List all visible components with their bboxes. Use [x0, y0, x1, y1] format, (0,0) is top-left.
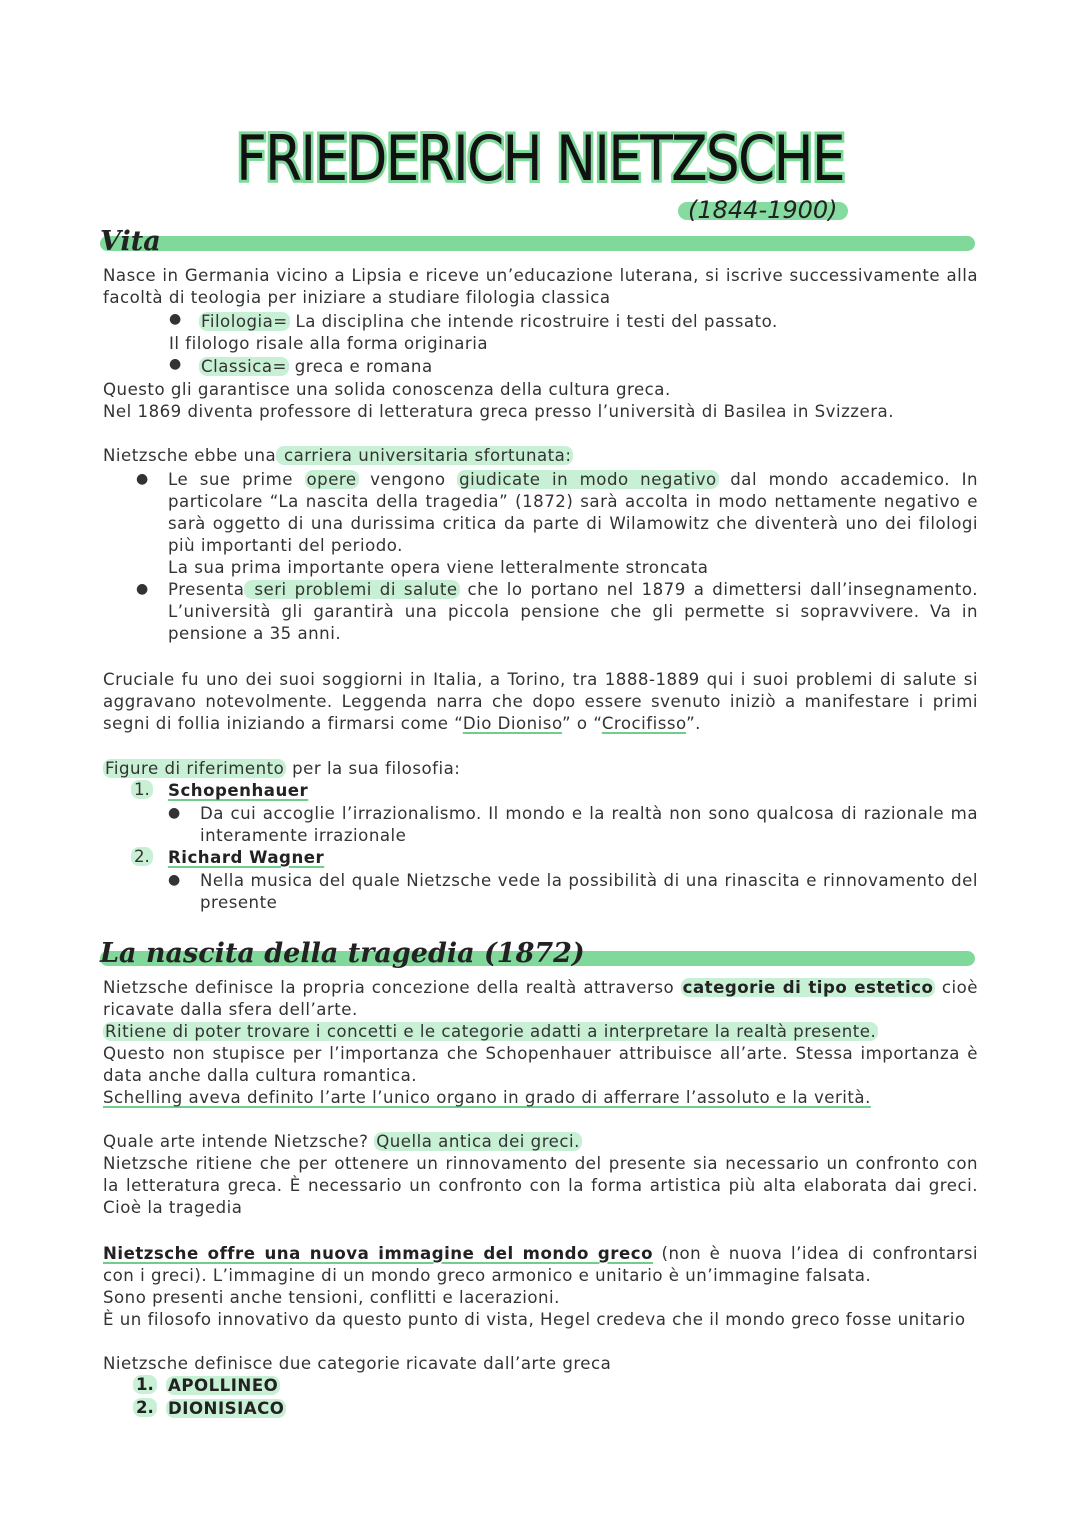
basilea-line: Nel 1869 diventa professore di letteratura greca presso l’università di Basilea in Svizzera.: [103, 402, 894, 421]
text-span: ” o “: [562, 714, 602, 733]
bullet-icon: ●: [136, 471, 149, 487]
schopenhauer-label: Schopenhauer: [168, 781, 309, 800]
list-item: [103, 1398, 978, 1421]
number-label: 2.: [131, 847, 153, 866]
schopenhauer-desc: Da cui accoglie l’irrazionalismo. Il mondo e la realtà non sono qualcosa di razionale ma interamente irrazionale: [200, 804, 978, 845]
title-text: FRIEDERICH NIETZSCHE: [236, 122, 844, 195]
text-span: (non è nuova l’idea di confrontarsi con i greci). L’immagine di un mondo greco armonico e unitario è un’immagine falsata.: [103, 1244, 978, 1285]
classica-line: [199, 356, 433, 378]
list-item: [103, 847, 978, 870]
text-span: ”.: [686, 714, 701, 733]
nuova-immagine: [103, 1243, 978, 1331]
list-item: [103, 311, 978, 333]
greci-highlight: Quella antica dei greci.: [376, 1132, 580, 1151]
p2: [103, 1021, 978, 1043]
number-label: 1.: [131, 780, 153, 799]
text-span: 1.: [133, 1375, 157, 1394]
number-label: [133, 1375, 157, 1394]
cat-intro: Nietzsche definisce due categorie ricavate dall’arte greca: [103, 1354, 612, 1373]
dionisiaco-label: DIONISIACO: [168, 1399, 285, 1418]
giudicate-highlight: giudicate in modo negativo: [459, 470, 717, 489]
torino-paragraph: [103, 669, 978, 735]
bullet-content: [168, 579, 978, 645]
q-line: [103, 1131, 978, 1153]
page-title: [76, 122, 1005, 195]
text-span: Cruciale fu uno dei suoi soggiorni in Italia, a Torino, tra 1888-1889 qui i suoi problemi di salute si aggravano notevolmente. Leggenda narra che dopo essere svenuto iniziò a manifestare i primi segni di follia iniziando a firmarsi come “: [103, 670, 978, 733]
nuova-immagine-bold: Nietzsche offre una nuova immagine del mondo greco: [103, 1244, 653, 1263]
salute-highlight: seri problemi di salute: [246, 580, 458, 599]
text-span: dal mondo accademico. In particolare “La nascita della tragedia” (1872) sarà accolta in modo nettamente negativo e sarà oggetto di una durissima critica da parte di Wilamowitz che diventerà uno dei filologi più importanti del periodo.: [168, 470, 979, 555]
opere-highlight: opere: [306, 470, 357, 489]
carriera-pre: Nietzsche ebbe una: [103, 446, 277, 465]
text-span: per la sua filosofia:: [286, 759, 461, 778]
dio-dioniso: Dio Dioniso: [462, 714, 563, 733]
cultura-line: Questo gli garantisce una solida conoscenza della cultura greca.: [103, 380, 671, 399]
section-header-vita: [100, 226, 975, 257]
bullet-icon: ●: [169, 356, 182, 372]
classica-term: Classica=: [201, 357, 287, 376]
bullet-content: [168, 469, 978, 579]
list-item: [103, 780, 978, 803]
carriera-line: [103, 445, 978, 467]
carriera-list: [103, 469, 978, 645]
filologo-line: Il filologo risale alla forma originaria: [169, 334, 489, 353]
text-span: Le sue prime: [168, 470, 305, 489]
carriera-highlight: carriera universitaria sfortunata:: [278, 446, 572, 465]
bullet-icon: ●: [169, 311, 182, 327]
img-3: È un filosofo innovativo da questo punto di vista, Hegel credeva che il mondo greco fosse unitario: [103, 1310, 966, 1329]
figure-line: [103, 758, 978, 780]
p3: Questo non stupisce per l’importanza che Schopenhauer attribuisce all’arte. Stessa importanza è data anche dalla cultura romantica.: [103, 1044, 978, 1085]
text-span: 2.: [133, 1398, 157, 1417]
section-header-nascita: [100, 938, 975, 969]
apollineo-label: APOLLINEO: [168, 1376, 279, 1395]
figure-highlight: Figure di riferimento: [105, 759, 285, 778]
categorie: [103, 1353, 978, 1421]
dionisiaco-line: [166, 1398, 286, 1420]
number-label: [133, 1398, 157, 1417]
list-item: [103, 1375, 978, 1398]
opere-paragraph: [168, 469, 978, 557]
life-dates: (1844-1900): [678, 196, 848, 224]
vita-intro: [103, 265, 978, 309]
q-rest: Nietzsche ritiene che per ottenere un rinnovamento del presente sia necessario un confronto con la letteratura greca. È necessario un confronto con la forma artistica più alta elaborata dai greci. Cioè la tragedia: [103, 1154, 978, 1217]
filologia-term: Filologia=: [201, 312, 288, 331]
img-line: [103, 1243, 978, 1287]
apollineo-line: [166, 1375, 280, 1397]
text-span: che lo portano nel 1879 a dimettersi dall’insegnamento. L’università gli garantirà una piccola pensione che gli permette si sopravvivere. Va in pensione a 35 anni.: [168, 580, 978, 643]
section-title-nascita: La nascita della tragedia (1872): [100, 938, 585, 969]
list-item: [103, 870, 978, 914]
salute-paragraph: [168, 579, 978, 645]
list-item: [103, 333, 978, 356]
filologia-def: La disciplina che intende ricostruire i testi del passato.: [289, 312, 778, 331]
filologia-line: [199, 311, 778, 333]
bullet-icon: ●: [168, 872, 181, 888]
p4: [103, 1087, 978, 1109]
nascita-intro: [103, 977, 978, 1109]
list-item: [103, 356, 978, 378]
schelling-underline: Schelling aveva definito l’arte l’unico organo in grado di afferrare l’assoluto e la verità.: [103, 1088, 871, 1107]
categorie-highlight: categorie di tipo estetico: [682, 978, 934, 997]
torino-text: [103, 669, 978, 735]
list-item: [103, 469, 978, 579]
list-item: [103, 803, 978, 847]
text-span: cioè ricavate dalla sfera dell’arte.: [103, 978, 978, 1019]
quale-arte: [103, 1131, 978, 1219]
classica-def: greca e romana: [288, 357, 433, 376]
wagner-label: Richard Wagner: [168, 848, 325, 867]
section-title-vita: Vita: [100, 226, 161, 257]
bullet-icon: ●: [168, 805, 181, 821]
list-item: [103, 579, 978, 645]
text-span: vengono: [358, 470, 458, 489]
text-span: Presenta: [168, 580, 245, 599]
crocifisso: Crocifisso: [601, 714, 687, 733]
text-span: Nietzsche definisce la propria concezione della realtà attraverso: [103, 978, 681, 997]
intro-paragraph: Nasce in Germania vicino a Lipsia e riceve un’educazione luterana, si iscrive successivamente alla facoltà di teologia per iniziare a studiare filologia classica: [103, 266, 978, 307]
text-span: Quale arte intende Nietzsche?: [103, 1132, 375, 1151]
definition-list: [103, 311, 978, 378]
vita-facts: [103, 379, 978, 423]
wagner-desc: Nella musica del quale Nietzsche vede la possibilità di una rinascita e rinnovamento del presente: [200, 871, 978, 912]
stroncata-line: La sua prima importante opera viene letteralmente stroncata: [168, 558, 709, 577]
p2-highlight: Ritiene di poter trovare i concetti e le categorie adatti a interpretare la realtà presente.: [105, 1022, 877, 1041]
carriera-intro: [103, 445, 978, 467]
img-2: Sono presenti anche tensioni, conflitti e lacerazioni.: [103, 1288, 560, 1307]
figure-riferimento: [103, 758, 978, 914]
bullet-icon: ●: [136, 581, 149, 597]
p1: [103, 977, 978, 1021]
